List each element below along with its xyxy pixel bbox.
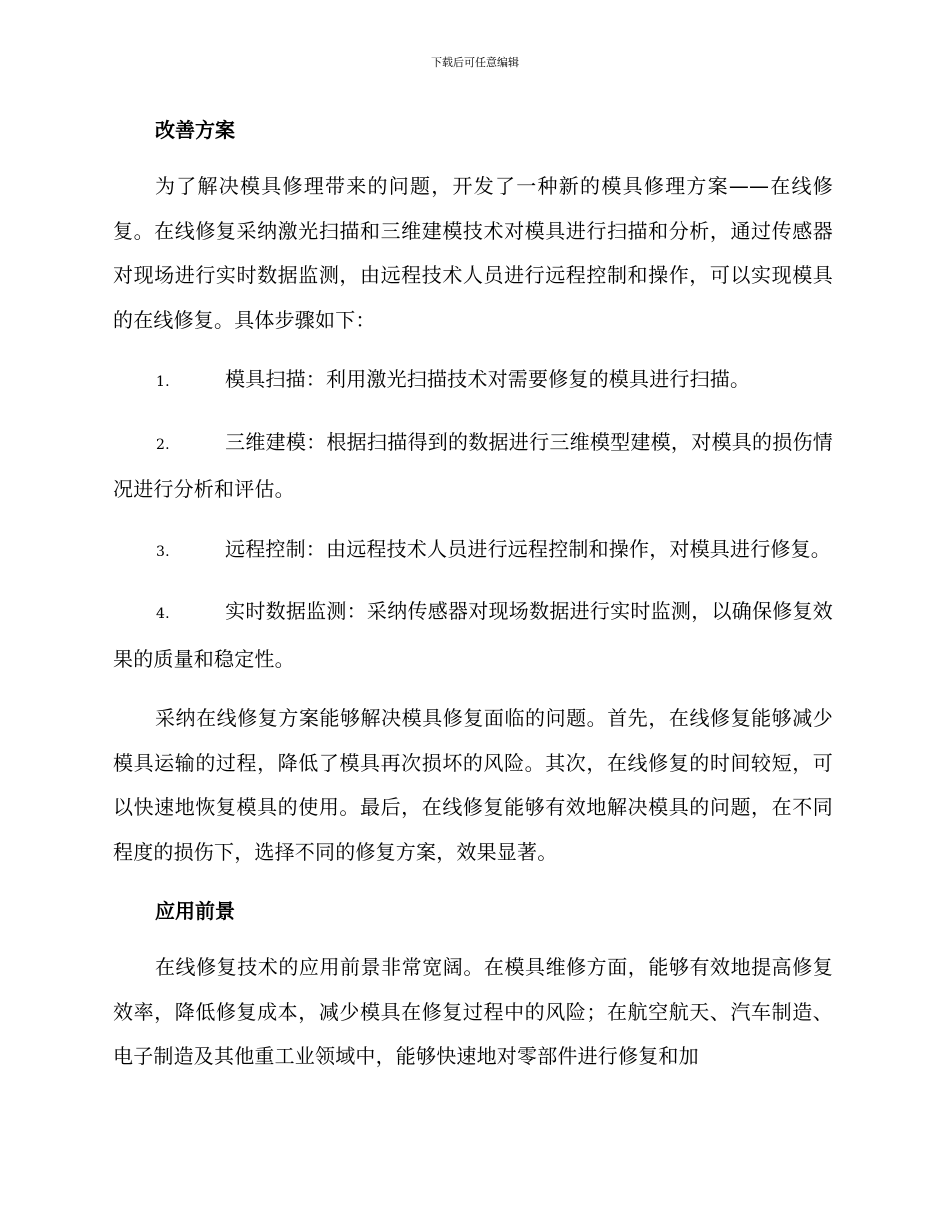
step-number: 3. [156,543,170,560]
step-text: 三维建模：根据扫描得到的数据进行三维模型建模，对模具的损伤情况进行分析和评估。 [113,429,833,501]
header-note: 下载后可任意编辑 [431,56,519,69]
document-body [113,108,833,1094]
section-heading-prospects: 应用前景 [155,899,235,923]
step-number: 2. [156,436,170,453]
improvement-conclusion-paragraph: 采纳在线修复方案能够解决模具修复面临的问题。首先，在线修复能够减少模具运输的过程，降低了模具再次损坏的风险。其次，在线修复的时间较短，可以快速地恢复模具的使用。最后，在线修复能够有效地解决模具的问题，在不同程度的损伤下，选择不同的修复方案，效果显著。 [113,706,833,864]
step-text: 实时数据监测：采纳传感器对现场数据进行实时监测，以确保修复效果的质量和稳定性。 [113,599,833,671]
step-item-1 [113,357,833,405]
step-item-4 [113,589,833,681]
step-text: 模具扫描：利用激光扫描技术对需要修复的模具进行扫描。 [225,367,751,391]
step-number: 1. [156,374,170,390]
step-text: 远程控制：由远程技术人员进行远程控制和操作，对模具进行修复。 [225,536,831,561]
section-heading-improvement: 改善方案 [155,118,235,142]
prospects-paragraph: 在线修复技术的应用前景非常宽阔。在模具维修方面，能够有效地提高修复效率，降低修复成本，减少模具在修复过程中的风险；在航空航天、汽车制造、电子制造及其他重工业领域中，能够快速地对零部件进行修复和加 [113,955,833,1068]
improvement-intro-paragraph: 为了解决模具修理带来的问题，开发了一种新的模具修理方案——在线修复。在线修复采纳激光扫描和三维建模技术对模具进行扫描和分析，通过传感器对现场进行实时数据监测，由远程技术人员进行远程控制和操作，可以实现模具的在线修复。具体步骤如下： [113,174,833,332]
step-item-2 [113,420,833,512]
step-item-3 [113,527,833,575]
step-number: 4. [156,606,170,622]
